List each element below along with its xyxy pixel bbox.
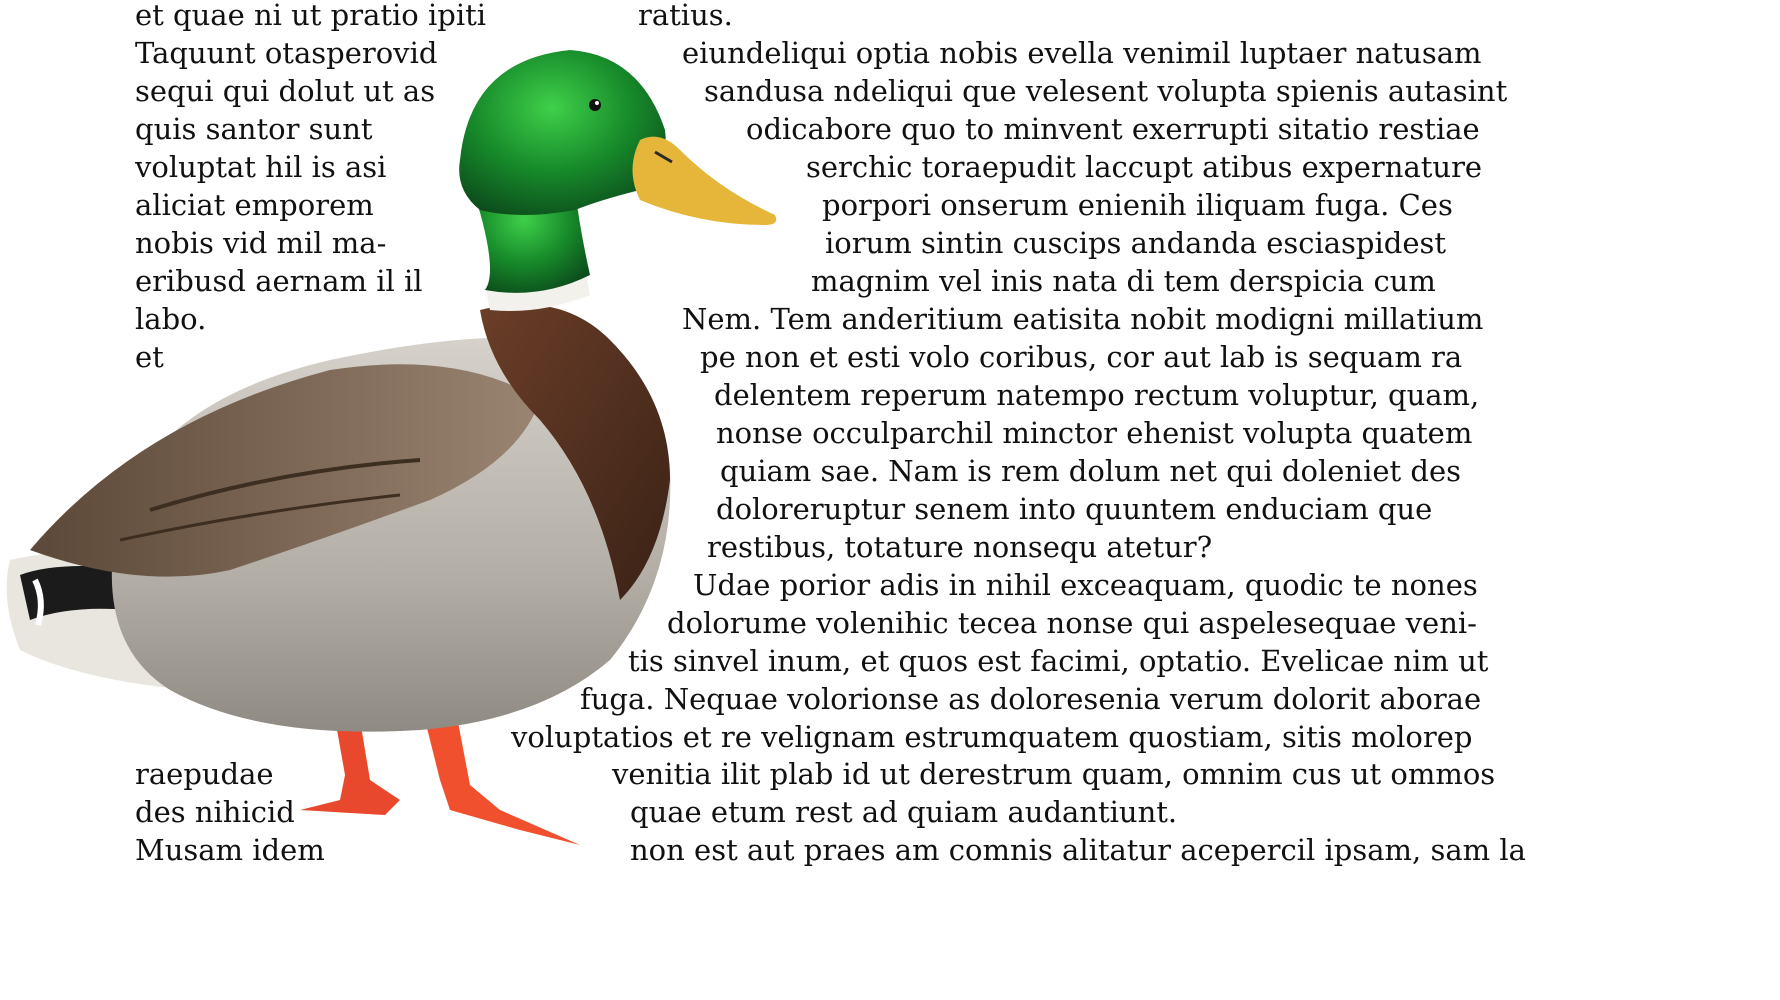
right-line: nonse occulparchil minctor ehenist volupta quatem [716,416,1473,450]
right-line: iorum sintin cuscips andanda esciaspidest [825,226,1447,260]
left-line: et quae ni ut pratio ipiti [135,0,487,32]
right-line: sandusa ndeliqui que velesent volupta spienis autasint [704,74,1508,108]
right-line: venitia ilit plab id ut derestrum quam, omnim cus ut ommos [612,757,1496,791]
right-line: pe non et esti volo coribus, cor aut lab is sequam ra [700,340,1463,374]
duck-head [459,50,666,215]
right-line: dolorume volenihic tecea nonse qui aspelesequae veni- [667,606,1477,640]
left-line: labo. [135,302,207,336]
right-line: quae etum rest ad quiam audantiunt. [630,795,1178,829]
right-line: fuga. Nequae volorionse as doloresenia verum dolorit aborae [580,682,1482,716]
right-line: voluptatios et re velignam estrumquatem quostiam, sitis molorep [511,720,1473,754]
right-line: Udae porior adis in nihil exceaquam, quodic te nones [693,568,1478,602]
right-line: Nem. Tem anderitium eatisita nobit modigni millatium [682,302,1484,336]
right-line: serchic toraepudit laccupt atibus expernature [806,150,1483,184]
left-line: Taquunt otasperovid [135,36,438,70]
right-line: non est aut praes am comnis alitatur acepercil ipsam, sam la [630,833,1526,867]
left-line: nobis vid mil ma- [135,226,387,260]
left-line: quis santor sunt [135,112,373,146]
left-line: voluptat hil is asi [135,150,387,184]
right-line: eiundeliqui optia nobis evella venimil luptaer natusam [682,36,1482,70]
left-line: Musam idem [135,833,325,867]
right-line: delentem reperum natempo rectum voluptur, quam, [714,378,1480,412]
right-line: quiam sae. Nam is rem dolum net qui doleniet des [720,454,1461,488]
right-line: tis sinvel inum, et quos est facimi, optatio. Evelicae nim ut [628,644,1489,678]
left-line: et [135,340,164,374]
right-line: doloreruptur senem into quuntem enduciam que [716,492,1433,526]
right-line: restibus, totature nonsequ atetur? [707,530,1213,564]
right-line: porpori onserum enienih iliquam fuga. Ces [822,188,1453,222]
left-line: sequi qui dolut ut as [135,74,436,108]
left-line: des nihicid [135,795,295,829]
left-line: raepudae [135,757,274,791]
right-line: ratius. [638,0,733,32]
right-line: odicabore quo to minvent exerrupti sitatio restiae [746,112,1480,146]
left-line: aliciat emporem [135,188,374,222]
right-line: magnim vel inis nata di tem derspicia cum [811,264,1436,298]
duck-eye [589,99,601,111]
left-line: eribusd aernam il il [135,264,423,298]
